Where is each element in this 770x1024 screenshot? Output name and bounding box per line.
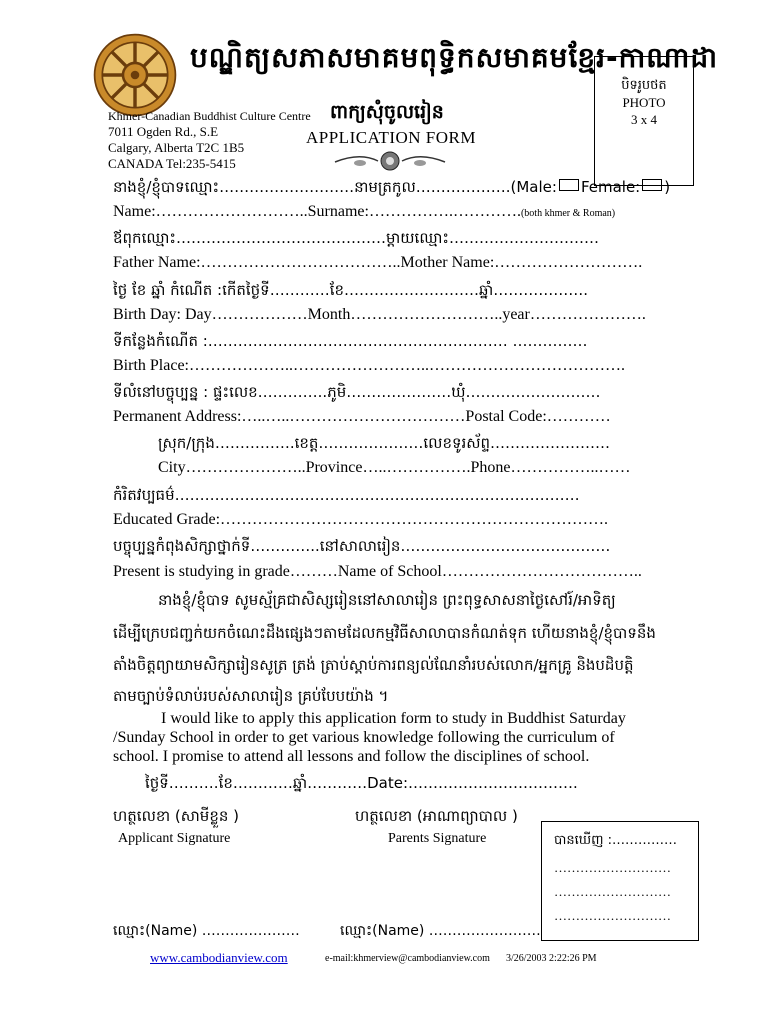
birth-place-field-khmer[interactable]: ទីកន្លែងកំណើត :…………………………………………………… …………… <box>113 332 588 350</box>
address-field-khmer[interactable]: ទីលំនៅបច្ចុប្បន្ន : ផ្ទះលេខ…………..ភូមិ…………………ឃុំ……………………… <box>113 383 601 401</box>
male-checkbox[interactable] <box>559 179 579 191</box>
grade-field[interactable]: Educated Grade:………………………………………………………………. <box>113 511 609 528</box>
pledge-khmer-line3: តាំងចិត្តព្យាយាមសិក្សារៀនសូត្រ ត្រង់ ត្រាប់ស្ដាប់ការពន្យល់ណែនាំរបស់លោក/អ្នកគ្រូ និងបដិបត្តិ <box>113 656 634 674</box>
centre-address-line2: Calgary, Alberta T2C 1B5 <box>108 140 245 155</box>
approval-box <box>541 821 699 941</box>
applicant-name-field[interactable]: ឈ្មោះ(Name) ………………… <box>113 923 300 939</box>
centre-info <box>108 108 311 172</box>
parents-signature-khmer: ហត្ថលេខា (អាណាព្យាបាល ) <box>355 807 518 825</box>
pledge-khmer-line2: ដើម្បីក្រេបជញ្ជក់យកចំណេះដឹងផ្សេងៗតាមដែលកម្មវិធីសាលាបានកំណត់ទុក ហើយនាងខ្ញុំ/ខ្ញុំបាទនឹង <box>113 624 656 642</box>
approval-line-3[interactable]: ……………………… <box>554 908 671 923</box>
study-field-khmer[interactable]: បច្ចុប្បន្នកំពុងសិក្សាថ្នាក់ទី…………..នៅសាលារៀន…………………………………… <box>113 537 611 555</box>
pledge-khmer-line4: តាមច្បាប់ទំលាប់របស់សាលារៀន គ្រប់បែបយ៉ាង ។ <box>113 687 389 705</box>
pledge-khmer-line1: នាងខ្ញុំ/ខ្ញុំបាទ សូមស្ម័គ្រជាសិស្សរៀននៅសាលារៀន ព្រះពុទ្ធសាសនាថ្ងៃសៅរ៍/អាទិត្យ <box>158 591 616 609</box>
organization-banner: បណ្ឌិត្យសភាសមាគមពុទ្ធិកសមាគមខ្មែរ-កាណាដា <box>190 41 718 74</box>
city-field[interactable]: City…………………..Province…..…………….Phone……………..…… <box>158 459 631 476</box>
title-khmer: ពាក្យសុំចូលរៀន <box>330 101 444 123</box>
grade-field-khmer[interactable]: កំរិតវប្បធម៌……………………………………………………………………… <box>113 486 580 504</box>
website-link[interactable]: www.cambodianview.com <box>150 950 288 965</box>
applicant-signature-khmer: ហត្ថលេខា (សាមីខ្លួន ) <box>113 807 239 825</box>
pledge-english: I would like to apply this application form to study in Buddhist Saturday /Sunday School in order to get various knowledge following the curriculum of school. I promise to attend all lessons and follow the disciplines of school. <box>113 710 626 765</box>
birth-field[interactable]: Birth Day: Day………………Month………………………..year…………………. <box>113 306 646 323</box>
female-checkbox[interactable] <box>642 179 662 191</box>
footer-email: e-mail:khmerview@cambodianview.com <box>325 953 490 964</box>
centre-name: Khmer-Canadian Buddhist Culture Centre <box>108 109 311 123</box>
father-field-khmer[interactable]: ឪពុកឈ្មោះ……………………………………ម្ដាយឈ្មោះ………………………… <box>113 229 599 247</box>
lotus-ornament-icon <box>330 148 450 174</box>
footer-timestamp: 3/26/2003 2:22:26 PM <box>506 953 597 964</box>
female-label: Female: <box>580 178 641 196</box>
name-field[interactable]: Name:………………………..Surname:…………….…………. <box>113 203 521 220</box>
centre-address-line3: CANADA Tel:235-5415 <box>108 156 236 171</box>
approval-line-1[interactable]: ……………………… <box>554 860 671 875</box>
photo-label: PHOTO <box>622 95 666 110</box>
photo-box <box>594 56 694 186</box>
approval-line-2[interactable]: ……………………… <box>554 884 671 899</box>
birth-field-khmer[interactable]: ថ្ងៃ ខែ ឆ្នាំ កំណើត :កើតថ្ងៃទី…………ខែ………………………ឆ្នាំ………………. <box>113 281 589 299</box>
parent-name-field[interactable]: ឈ្មោះ(Name) …………………… <box>340 923 541 939</box>
approval-title: បានឃើញ :…………… <box>554 833 678 848</box>
dharma-wheel-icon <box>92 32 178 118</box>
name-note: (both khmer & Roman) <box>520 208 616 219</box>
photo-label-khmer: បិទរូបថត <box>621 78 667 93</box>
father-field[interactable]: Father Name:………………………………..Mother Name:………………………. <box>113 254 643 271</box>
close-paren: ) <box>664 178 671 196</box>
applicant-signature-label: Applicant Signature <box>118 831 231 846</box>
address-field[interactable]: Permanent Address:…..…..……………………………Postal Code:………… <box>113 408 611 425</box>
name-row-english <box>113 203 615 221</box>
city-field-khmer[interactable]: ស្រុក/ក្រុង…………….ខេត្ត…………………លេខទូរស័ព្ទ…………………… <box>158 434 611 452</box>
study-field[interactable]: Present is studying in grade………Name of School……………………………….. <box>113 563 642 580</box>
parents-signature-label: Parents Signature <box>388 831 487 846</box>
name-row-khmer <box>113 178 670 200</box>
name-row-khmer-text: នាងខ្ញុំ/ខ្ញុំបាទឈ្មោះ………………………នាមត្រកូល……………….(Male: <box>113 178 557 196</box>
photo-size: 3 x 4 <box>631 112 657 127</box>
page-title: APPLICATION FORM <box>306 128 476 147</box>
date-field[interactable]: ថ្ងៃទី……….ខែ…………ឆ្នាំ…………Date:……………………………. <box>145 774 578 792</box>
birth-place-field[interactable]: Birth Place:………………..……………………..………………………………. <box>113 357 625 374</box>
centre-address-line1: 7011 Ogden Rd., S.E <box>108 124 219 139</box>
